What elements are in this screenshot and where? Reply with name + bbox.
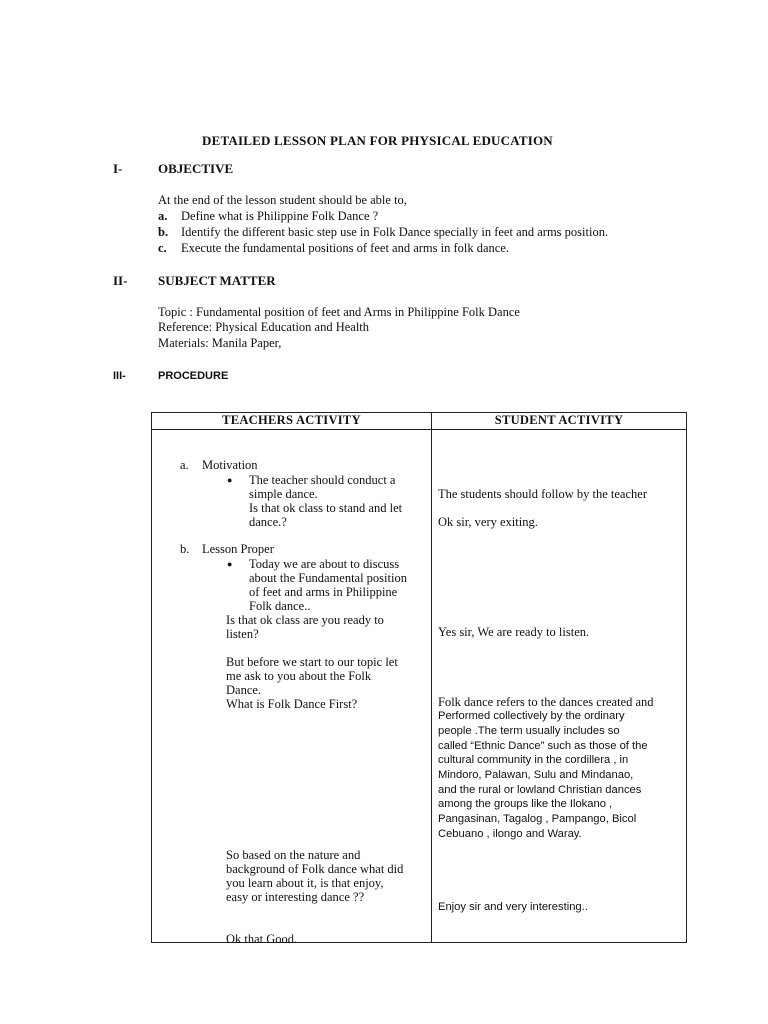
lesson-proper-label: b. — [180, 542, 190, 556]
section-number-subject-matter: II- — [113, 273, 128, 288]
subject-reference: Reference: Physical Education and Health — [158, 320, 370, 334]
lesson-what-question: What is Folk Dance First? — [226, 697, 358, 711]
lesson-bullet-line: Today we are about to discuss — [249, 557, 400, 571]
objective-item-letter: c. — [158, 241, 167, 255]
objective-intro: At the end of the lesson student should be able to, — [158, 193, 407, 207]
lesson-bullet-line: Folk dance.. — [249, 599, 311, 613]
lesson-before-line: me ask to you about the Folk — [226, 669, 372, 683]
student-response: Ok sir, very exiting. — [438, 515, 538, 529]
lesson-sobased-line: So based on the nature and — [226, 848, 361, 862]
document-title: DETAILED LESSON PLAN FOR PHYSICAL EDUCATION — [202, 133, 553, 148]
lesson-bullet-line: about the Fundamental position — [249, 571, 407, 585]
student-response-folk-dance-line: people .The term usually includes so — [438, 725, 620, 737]
objective-item — [158, 241, 509, 256]
lesson-before-line: Dance. — [226, 683, 262, 697]
student-response-folk-dance-line: Mindoro, Palawan, Sulu and Mindanao, — [438, 769, 634, 781]
objective-item — [158, 225, 608, 240]
lesson-proper-title: Lesson Proper — [202, 542, 274, 556]
subject-topic: Topic : Fundamental position of feet and Arms in Philippine Folk Dance — [158, 305, 520, 319]
student-response-folk-dance-line: Cebuano , ilongo and Waray. — [438, 828, 582, 840]
lesson-ok-good: Ok that Good. — [226, 932, 298, 946]
motivation-question-line: dance.? — [249, 515, 287, 529]
motivation-bullet-line: The teacher should conduct a — [249, 473, 396, 487]
lesson-before-line: But before we start to our topic let — [226, 655, 398, 669]
student-response: Yes sir, We are ready to listen. — [438, 625, 590, 639]
section-heading-subject-matter: SUBJECT MATTER — [158, 273, 276, 288]
motivation-label: a. — [180, 458, 189, 472]
student-response-folk-dance-line: among the groups like the Ilokano , — [438, 798, 613, 810]
motivation-question-line: Is that ok class to stand and let — [249, 501, 403, 515]
bullet-icon: ● — [227, 475, 233, 485]
student-response-folk-dance-line: cultural community in the cordillera , in — [438, 754, 629, 766]
lesson-sobased-line: easy or interesting dance ?? — [226, 890, 365, 904]
lesson-question-line: listen? — [226, 627, 259, 641]
student-activity-cell — [432, 430, 687, 943]
student-response-folk-dance-line: called “Ethnic Dance” such as those of the — [438, 740, 648, 752]
bullet-icon: ● — [227, 559, 233, 569]
section-number-objective: I- — [113, 161, 123, 176]
student-activity-header: STUDENT ACTIVITY — [432, 413, 687, 430]
objective-item — [158, 209, 378, 224]
section-number-procedure: III- — [113, 370, 126, 382]
lesson-sobased-line: background of Folk dance what did — [226, 862, 404, 876]
student-response-folk-dance-first: Folk dance refers to the dances created and — [438, 695, 654, 709]
objective-item-letter: a. — [158, 209, 168, 223]
student-response-folk-dance-line: Performed collectively by the ordinary — [438, 710, 625, 722]
student-response: The students should follow by the teacher — [438, 487, 647, 501]
student-response-folk-dance-line: and the rural or lowland Christian dances — [438, 784, 642, 796]
lesson-question-line: Is that ok class are you ready to — [226, 613, 384, 627]
teacher-activity-cell — [152, 430, 432, 946]
activity-table — [151, 412, 687, 946]
motivation-bullet-line: simple dance. — [249, 487, 318, 501]
lesson-bullet-line: of feet and arms in Philippine — [249, 585, 398, 599]
student-response-folk-dance-line: Pangasinan, Tagalog , Pampango, Bicol — [438, 813, 637, 825]
teachers-activity-header: TEACHERS ACTIVITY — [152, 413, 432, 430]
objective-item-text: Identify the different basic step use in Folk Dance specially in feet and arms position. — [181, 225, 609, 239]
objective-item-text: Execute the fundamental positions of feet and arms in folk dance. — [181, 241, 510, 255]
section-heading-objective: OBJECTIVE — [158, 161, 234, 176]
section-heading-procedure: PROCEDURE — [158, 370, 229, 382]
student-response-enjoy: Enjoy sir and very interesting.. — [438, 901, 588, 913]
subject-materials: Materials: Manila Paper, — [158, 336, 282, 350]
objective-item-text: Define what is Philippine Folk Dance ? — [181, 209, 379, 223]
objective-item-letter: b. — [158, 225, 169, 239]
lesson-sobased-line: you learn about it, is that enjoy, — [226, 876, 384, 890]
motivation-title: Motivation — [202, 458, 258, 472]
